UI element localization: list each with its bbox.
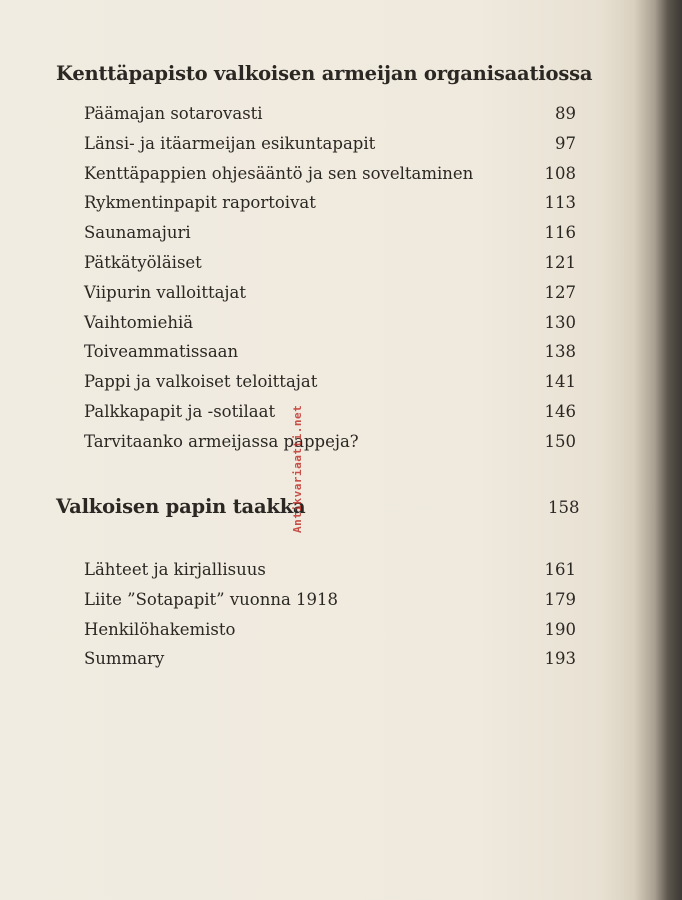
toc-entry-page: 113 [544, 193, 576, 213]
toc-entry-page: 127 [544, 282, 576, 302]
toc-entry [84, 560, 576, 590]
section-heading-page: 158 [548, 498, 580, 517]
toc-entry-page: 138 [544, 342, 576, 362]
toc-entry [84, 313, 576, 343]
toc-entry-label: Toiveammatissaan [84, 342, 239, 362]
toc-entry [84, 253, 576, 283]
toc-entry [84, 432, 576, 462]
toc-entry-label: Lähteet ja kirjallisuus [84, 560, 266, 579]
watermark-stamp: Antikvariaatti.net [291, 404, 304, 533]
toc-entry [84, 134, 576, 164]
toc-entry-page: 89 [555, 104, 576, 123]
toc-entry-page: 179 [544, 589, 576, 609]
toc-entry-label: Pappi ja valkoiset teloittajat [84, 372, 318, 392]
toc-entry [84, 104, 576, 134]
toc-entry [84, 164, 576, 194]
toc-entry-page: 161 [544, 560, 576, 579]
toc-entry [84, 620, 576, 650]
toc-entry-page: 190 [544, 619, 576, 639]
section-heading: Valkoisen papin taakka [56, 495, 306, 518]
toc-entry-page: 130 [544, 312, 576, 332]
toc-entry-label: Pätkätyöläiset [84, 252, 202, 272]
toc-entry [84, 283, 576, 313]
toc-entry-label: Tarvitaanko armeijassa pappeja? [84, 431, 359, 451]
toc-entry [84, 372, 576, 402]
toc-entry-page: 121 [544, 252, 576, 272]
toc-entry-page: 116 [544, 223, 576, 243]
toc-entry [84, 193, 576, 223]
toc-entry-label: Liite ”Sotapapit” vuonna 1918 [84, 589, 339, 609]
toc-entry-label: Saunamajuri [84, 223, 191, 243]
toc-entry-label: Vaihtomiehiä [84, 312, 194, 332]
toc-list-backmatter [84, 560, 576, 679]
toc-entry-label: Rykmentinpapit raportoivat [84, 193, 316, 213]
toc-entry-page: 97 [555, 133, 576, 153]
toc-entry-page: 193 [544, 649, 576, 669]
toc-entry-page: 150 [544, 431, 576, 451]
toc-entry-page: 108 [544, 163, 576, 183]
toc-list-section1 [84, 104, 576, 462]
toc-entry-label: Päämajan sotarovasti [84, 104, 263, 123]
toc-entry [84, 402, 576, 432]
toc-entry [84, 649, 576, 679]
toc-entry-page: 146 [544, 401, 576, 421]
toc-entry [84, 223, 576, 253]
toc-entry-page: 141 [544, 372, 576, 392]
toc-entry-label: Kenttäpappien ohjesääntö ja sen soveltaminen [84, 163, 474, 183]
toc-entry-label: Palkkapapit ja -sotilaat [84, 401, 276, 421]
toc-entry-label: Summary [84, 649, 165, 669]
section-heading: Kenttäpapisto valkoisen armeijan organisaatiossa [56, 62, 593, 85]
toc-entry-label: Viipurin valloittajat [84, 282, 247, 302]
toc-entry-label: Henkilöhakemisto [84, 619, 236, 639]
toc-entry [84, 590, 576, 620]
toc-entry [84, 342, 576, 372]
toc-entry-label: Länsi- ja itäarmeijan esikuntapapit [84, 133, 376, 153]
